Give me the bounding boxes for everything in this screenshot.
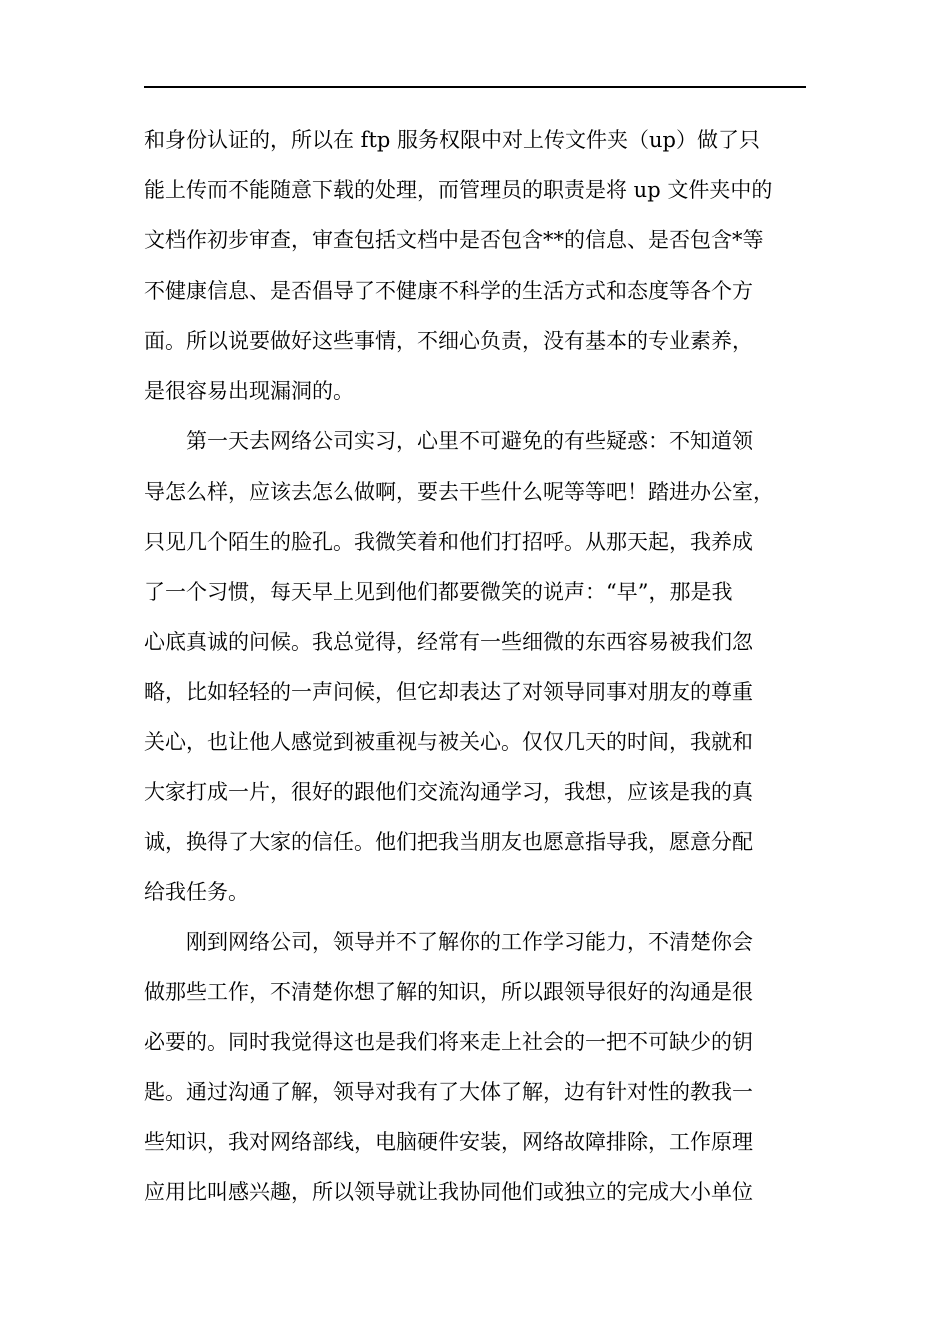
text-line: 必要的。同时我觉得这也是我们将来走上社会的一把不可缺少的钥 [144, 1030, 753, 1054]
text-line: 做那些工作，不清楚你想了解的知识，所以跟领导很好的沟通是很 [144, 980, 753, 1004]
text-line: 只见几个陌生的脸孔。我微笑着和他们打招呼。从那天起，我养成 [144, 530, 753, 554]
text-line: 和身份认证的，所以在 ftp 服务权限中对上传文件夹（up）做了只 [144, 128, 760, 152]
text-line: 匙。通过沟通了解，领导对我有了大体了解，边有针对性的教我一 [144, 1080, 753, 1104]
text-line: 导怎么样，应该去怎么做啊，要去干些什么呢等等吧！踏进办公室， [144, 480, 774, 504]
text-line: 应用比叫感兴趣，所以领导就让我协同他们或独立的完成大小单位 [144, 1180, 753, 1204]
text-line: 给我任务。 [144, 880, 249, 904]
text-line: 大家打成一片，很好的跟他们交流沟通学习，我想，应该是我的真 [144, 780, 753, 804]
text-line: 关心，也让他人感觉到被重视与被关心。仅仅几天的时间，我就和 [144, 730, 753, 754]
text-line: 面。所以说要做好这些事情，不细心负责，没有基本的专业素养， [144, 329, 753, 353]
text-line: 第一天去网络公司实习，心里不可避免的有些疑惑：不知道领 [186, 429, 753, 453]
text-line: 心底真诚的问候。我总觉得，经常有一些细微的东西容易被我们忽 [144, 630, 753, 654]
text-line: 不健康信息、是否倡导了不健康不科学的生活方式和态度等各个方 [144, 279, 753, 303]
text-line: 了一个习惯，每天早上见到他们都要微笑的说声：“早”，那是我 [144, 580, 733, 604]
text-line: 略，比如轻轻的一声问候，但它却表达了对领导同事对朋友的尊重 [144, 680, 753, 704]
text-line: 文档作初步审查，审查包括文档中是否包含**的信息、是否包含*等 [144, 228, 764, 252]
text-line: 是很容易出现漏洞的。 [144, 379, 354, 403]
text-line: 刚到网络公司，领导并不了解你的工作学习能力，不清楚你会 [186, 930, 753, 954]
text-line: 些知识，我对网络部线，电脑硬件安装，网络故障排除，工作原理 [144, 1130, 753, 1154]
header-rule [144, 86, 806, 88]
text-line: 能上传而不能随意下载的处理，而管理员的职责是将 up 文件夹中的 [144, 178, 773, 202]
text-line: 诚，换得了大家的信任。他们把我当朋友也愿意指导我，愿意分配 [144, 830, 753, 854]
